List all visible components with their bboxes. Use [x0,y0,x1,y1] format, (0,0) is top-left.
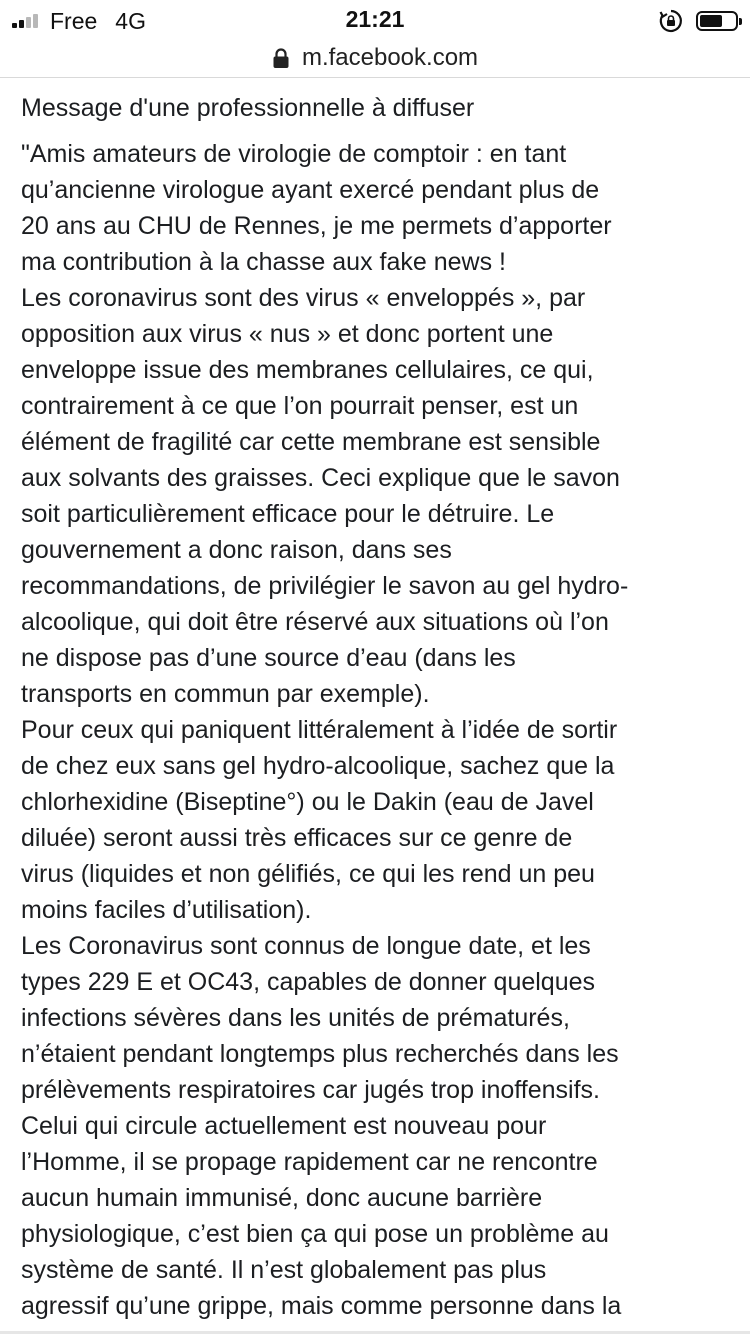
url-text[interactable]: m.facebook.com [301,43,479,71]
text-line: l’Homme, il se propage rapidement car ne rencontre [21,1148,598,1176]
address-bar[interactable] [0,38,750,78]
text-line: Pour ceux qui paniquent littéralement à l’idée de sortir [21,716,618,744]
text-line: infections sévères dans les unités de prématurés, [21,1004,570,1032]
text-line: moins faciles d’utilisation). [21,896,312,924]
text-line: élément de fragilité car cette membrane est sensible [21,428,601,456]
status-time: 21:21 [345,6,405,32]
text-line: physiologique, c’est bien ça qui pose un problème au [21,1220,609,1248]
post-title: Message d'une professionnelle à diffuser [21,94,475,122]
text-line: types 229 E et OC43, capables de donner quelques [21,968,596,996]
text-line: ne dispose pas d’une source d’eau (dans les [21,644,516,672]
text-line: Celui qui circule actuellement est nouveau pour [21,1112,547,1140]
text-line: alcoolique, qui doit être réservé aux situations où l’on [21,608,609,636]
post-body [21,136,733,1324]
text-line: enveloppe issue des membranes cellulaires, ce qui, [21,356,594,384]
text-line: transports en commun par exemple). [21,680,430,708]
text-line: "Amis amateurs de virologie de comptoir : en tant [21,140,567,168]
text-line: aux solvants des graisses. Ceci explique que le savon [21,464,620,492]
text-line: recommandations, de privilégier le savon au gel hydro- [21,572,629,600]
carrier-name: Free [50,7,98,34]
text-line: de chez eux sans gel hydro-alcoolique, sachez que la [21,752,615,780]
text-line: opposition aux virus « nus » et donc portent une [21,320,554,348]
text-line: 20 ans au CHU de Rennes, je me permets d’apporter [21,212,612,240]
text-line: n’étaient pendant longtemps plus recherchés dans les [21,1040,619,1068]
text-line: système de santé. Il n’est globalement pas plus [21,1256,547,1284]
text-line: prélèvements respiratoires car jugés trop inoffensifs. [21,1076,600,1104]
network-type: 4G [115,7,146,34]
text-line: diluée) seront aussi très efficaces sur ce genre de [21,824,573,852]
text-line: chlorhexidine (Biseptine°) ou le Dakin (eau de Javel [21,788,594,816]
text-line: Les Coronavirus sont connus de longue date, et les [21,932,591,960]
text-line: qu’ancienne virologue ayant exercé pendant plus de [21,176,600,204]
rotation-lock-icon [658,8,684,34]
text-line: aucun humain immunisé, donc aucune barrière [21,1184,543,1212]
status-bar [0,0,750,40]
text-line: virus (liquides et non gélifiés, ce qui les rend un peu [21,860,595,888]
text-line: soit particulièrement efficace pour le détruire. Le [21,500,555,528]
lock-icon [272,47,290,69]
text-line: Les coronavirus sont des virus « enveloppés », par [21,284,586,312]
post-content [21,90,733,1324]
battery-icon [696,11,738,31]
status-right [658,8,738,34]
text-line: contrairement à ce que l’on pourrait penser, est un [21,392,579,420]
text-line: ma contribution à la chasse aux fake news ! [21,248,506,276]
text-line: gouvernement a donc raison, dans ses [21,536,452,564]
text-line: agressif qu’une grippe, mais comme personne dans la [21,1292,622,1320]
